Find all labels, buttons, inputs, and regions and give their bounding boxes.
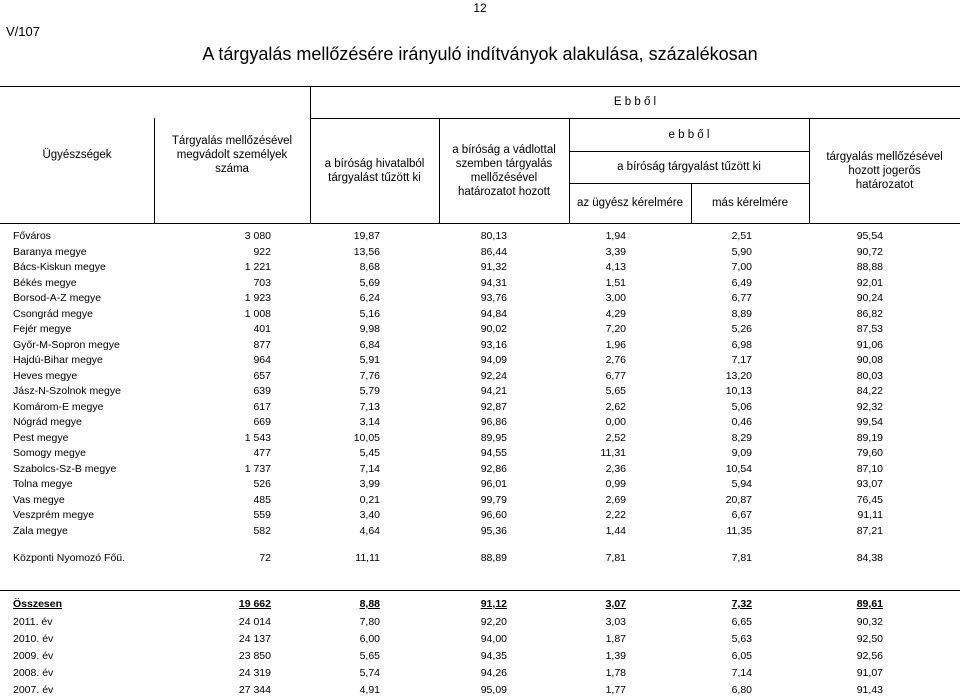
table-cell: 23 850 — [238, 650, 271, 662]
table-cell: 1 923 — [244, 292, 271, 304]
table-cell: 92,20 — [480, 616, 507, 628]
table-cell: 2,52 — [605, 431, 626, 444]
table-cell: 8,68 — [359, 261, 380, 273]
table-cell: 91,43 — [856, 684, 883, 696]
table-cell: 6,24 — [359, 292, 380, 304]
table-cell: 90,32 — [856, 616, 883, 628]
row-label: Zala megye — [13, 524, 68, 537]
table-row — [0, 338, 960, 354]
table-cell: 7,81 — [731, 552, 752, 564]
table-row — [0, 291, 960, 307]
row-label: Heves megye — [13, 369, 78, 382]
table-cell: 94,26 — [480, 667, 507, 679]
table-row — [0, 649, 960, 665]
table-cell: 6,77 — [731, 292, 752, 304]
table-cell: 95,09 — [480, 684, 507, 696]
table-cell: 526 — [253, 478, 271, 490]
table-cell: 7,81 — [605, 552, 626, 564]
table-cell: 99,54 — [856, 416, 883, 428]
table-cell: 9,98 — [359, 323, 380, 335]
table-cell: 87,10 — [856, 462, 883, 475]
table-cell: 5,45 — [359, 447, 380, 459]
table-cell: 80,13 — [480, 230, 507, 242]
table-row — [0, 524, 960, 540]
table-cell: 91,32 — [480, 261, 507, 273]
row-label: 2009. év — [13, 650, 54, 662]
table-cell: 639 — [253, 385, 271, 397]
table-cell: 94,21 — [480, 385, 507, 397]
page-title: A tárgyalás mellőzésére irányuló indítványok alakulása, százalékosan — [202, 44, 758, 64]
table-cell: 90,02 — [480, 323, 507, 335]
row-label: Hajdú-Bihar megye — [13, 354, 103, 366]
table-row — [0, 666, 960, 682]
table-cell: 1 737 — [244, 462, 271, 475]
header-count: Tárgyalás mellőzésével megvádolt személyek száma — [171, 135, 293, 175]
table-cell: 3,03 — [605, 616, 626, 628]
table-cell: 6,84 — [359, 338, 380, 351]
table-cell: 5,65 — [359, 650, 380, 662]
row-label: Komárom-E megye — [13, 400, 104, 413]
header-targyalast: a bíróság tárgyalást tűzött ki — [617, 161, 761, 173]
table-cell: 3,40 — [359, 509, 380, 521]
row-label: 2010. év — [13, 633, 54, 645]
row-label: Összesen — [13, 598, 63, 610]
table-cell: 669 — [253, 416, 271, 428]
table-cell: 2,76 — [605, 354, 626, 366]
table-row — [0, 462, 960, 478]
table-cell: 11,11 — [355, 552, 380, 564]
table-cell: 1 008 — [244, 307, 271, 320]
row-label: Nógrád megye — [13, 416, 82, 428]
table-cell: 92,01 — [856, 276, 883, 289]
row-label: Békés megye — [13, 276, 77, 289]
row-label: Pest megye — [13, 431, 69, 444]
table-cell: 27 344 — [238, 684, 271, 696]
table-cell: 6,77 — [605, 369, 626, 382]
header-vadlottal: a bíróság a vádlottal szemben tárgyalás mellőzésével határozatot hozott — [452, 143, 556, 198]
table-cell: 657 — [253, 369, 271, 382]
table-cell: 7,20 — [605, 323, 626, 335]
table-cell: 1,77 — [605, 684, 626, 696]
table-cell: 0,99 — [605, 478, 626, 490]
total-separator-rule — [0, 590, 960, 591]
table-cell: 485 — [253, 493, 271, 506]
table-row — [0, 369, 960, 385]
table-cell: 1,94 — [605, 230, 626, 242]
table-cell: 24 319 — [238, 667, 271, 679]
header-jogeros: tárgyalás mellőzésével hozott jogerős határozatot — [826, 150, 943, 191]
table-cell: 6,67 — [731, 509, 752, 521]
table-cell: 7,17 — [731, 354, 752, 366]
table-cell: 2,22 — [605, 509, 626, 521]
table-cell: 94,35 — [480, 650, 507, 662]
table-cell: 19,87 — [353, 230, 380, 242]
header-ugyeszsegek: Ügyészségek — [42, 149, 112, 161]
table-cell: 1 543 — [244, 431, 271, 444]
table-cell: 3,99 — [359, 478, 380, 490]
header-hivatalbol: a bíróság hivatalból tárgyalást tűzött ki — [324, 157, 425, 184]
table-cell: 6,49 — [731, 276, 752, 289]
table-cell: 5,90 — [731, 245, 752, 258]
table-cell: 3,00 — [605, 292, 626, 304]
table-cell: 92,50 — [856, 633, 883, 645]
row-label: Veszprém megye — [13, 509, 95, 521]
table-cell: 92,24 — [480, 369, 507, 382]
table-cell: 7,14 — [359, 462, 380, 475]
page-number: 12 — [473, 1, 487, 15]
table-cell: 96,01 — [480, 478, 507, 490]
table-cell: 7,32 — [731, 598, 752, 610]
row-label: 2007. év — [13, 684, 54, 696]
table-cell: 88,89 — [480, 552, 507, 564]
table-cell: 95,54 — [856, 230, 883, 242]
table-cell: 5,06 — [731, 400, 752, 413]
table-cell: 7,76 — [359, 369, 380, 382]
table-cell: 3,14 — [359, 416, 380, 428]
table-cell: 0,00 — [605, 416, 626, 428]
table-cell: 92,87 — [480, 400, 507, 413]
table-cell: 1,51 — [605, 276, 626, 289]
table-cell: 10,54 — [725, 462, 752, 475]
table-row — [0, 276, 960, 292]
table-cell: 87,21 — [856, 524, 883, 537]
table-cell: 5,16 — [359, 307, 380, 320]
table-cell: 95,36 — [480, 524, 507, 537]
table-cell: 7,13 — [359, 400, 380, 413]
table-cell: 8,29 — [731, 431, 752, 444]
row-label: Vas megye — [13, 493, 65, 506]
table-row — [0, 446, 960, 462]
table-cell: 13,56 — [353, 245, 380, 258]
table-row — [0, 260, 960, 276]
table-cell: 7,80 — [359, 616, 380, 628]
header-bottom-rule — [0, 223, 960, 224]
table-cell: 93,76 — [480, 292, 507, 304]
table-cell: 80,03 — [856, 369, 883, 382]
table-cell: 7,14 — [731, 667, 752, 679]
table-cell: 94,84 — [480, 307, 507, 320]
table-cell: 1,87 — [605, 633, 626, 645]
table-cell: 582 — [253, 524, 271, 537]
table-row — [0, 307, 960, 323]
table-cell: 5,91 — [359, 354, 380, 366]
table-cell: 8,89 — [731, 307, 752, 320]
table-cell: 89,95 — [480, 431, 507, 444]
table-row — [0, 551, 960, 567]
row-label: Fejér megye — [13, 323, 72, 335]
table-row — [0, 493, 960, 509]
table-cell: 5,69 — [359, 276, 380, 289]
table-cell: 1,78 — [605, 667, 626, 679]
row-label: Jász-N-Szolnok megye — [13, 385, 121, 397]
table-cell: 20,87 — [725, 493, 752, 506]
table-cell: 9,09 — [731, 447, 752, 459]
table-cell: 5,26 — [731, 323, 752, 335]
table-cell: 96,60 — [480, 509, 507, 521]
table-cell: 93,07 — [856, 478, 883, 490]
table-cell: 11,31 — [600, 447, 626, 459]
table-cell: 13,20 — [725, 369, 752, 382]
table-cell: 24 137 — [238, 633, 271, 645]
table-cell: 1 221 — [244, 261, 271, 273]
table-cell: 5,94 — [731, 478, 752, 490]
table-row — [0, 477, 960, 493]
table-cell: 86,82 — [856, 307, 883, 320]
table-cell: 559 — [253, 509, 271, 521]
table-cell: 10,05 — [353, 431, 380, 444]
header-ugyesz: az ügyész kérelmére — [576, 197, 684, 209]
row-label: Borsod-A-Z megye — [13, 292, 102, 304]
table-cell: 91,07 — [856, 667, 883, 679]
table-cell: 0,21 — [359, 493, 380, 506]
table-cell: 5,74 — [359, 667, 380, 679]
table-cell: 96,86 — [480, 416, 507, 428]
table-cell: 10,13 — [725, 385, 752, 397]
table-cell: 92,56 — [856, 650, 883, 662]
row-label: Baranya megye — [13, 245, 87, 258]
table-cell: 922 — [253, 245, 271, 258]
table-cell: 6,05 — [731, 650, 752, 662]
table-cell: 92,32 — [856, 400, 883, 413]
table-cell: 877 — [253, 338, 271, 351]
table-cell: 5,63 — [731, 633, 752, 645]
table-cell: 964 — [253, 354, 271, 366]
header-ebbol: E b b ő l — [613, 96, 657, 108]
table-cell: 90,72 — [856, 245, 883, 258]
header-mas: más kérelmére — [711, 197, 789, 209]
table-cell: 92,86 — [480, 462, 507, 475]
table-cell: 84,38 — [856, 552, 883, 564]
table-cell: 93,16 — [480, 338, 507, 351]
table-row — [0, 431, 960, 447]
table-cell: 3,39 — [605, 245, 626, 258]
table-cell: 1,39 — [605, 650, 626, 662]
table-cell: 87,53 — [856, 323, 883, 335]
row-label: Főváros — [13, 230, 51, 242]
table-row — [0, 384, 960, 400]
row-label: Somogy megye — [13, 447, 86, 459]
table-cell: 617 — [253, 400, 271, 413]
table-cell: 8,88 — [359, 598, 380, 610]
table-cell: 477 — [253, 447, 271, 459]
table-cell: 4,29 — [605, 307, 626, 320]
table-cell: 0,46 — [731, 416, 752, 428]
table-cell: 6,80 — [731, 684, 752, 696]
table-cell: 72 — [259, 552, 271, 564]
table-cell: 6,00 — [359, 633, 380, 645]
table-cell: 401 — [253, 323, 271, 335]
table-cell: 79,60 — [856, 447, 883, 459]
table-cell: 703 — [253, 276, 271, 289]
table-cell: 90,08 — [856, 354, 883, 366]
table-row — [0, 229, 960, 245]
table-cell: 7,00 — [731, 261, 752, 273]
table-cell: 24 014 — [238, 616, 271, 628]
table-cell: 89,61 — [856, 598, 883, 610]
row-label: Központi Nyomozó Főü. — [13, 552, 126, 564]
table-cell: 1,96 — [605, 338, 626, 351]
table-cell: 89,19 — [856, 431, 883, 444]
table-cell: 94,09 — [480, 354, 507, 366]
row-label: Bács-Kiskun megye — [13, 261, 106, 273]
table-cell: 5,79 — [359, 385, 380, 397]
row-label: Tolna megye — [13, 478, 73, 490]
table-row — [0, 245, 960, 261]
table-cell: 6,98 — [731, 338, 752, 351]
table-cell: 84,22 — [856, 385, 883, 397]
table-cell: 3 080 — [244, 230, 271, 242]
table-cell: 99,79 — [480, 493, 507, 506]
table-row — [0, 632, 960, 648]
table-cell: 76,45 — [856, 493, 883, 506]
table-row — [0, 508, 960, 524]
row-label: 2011. év — [13, 616, 53, 628]
row-label: Csongrád megye — [13, 307, 93, 320]
table-row — [0, 597, 960, 613]
table-cell: 19 662 — [238, 598, 271, 610]
table-cell: 2,69 — [605, 493, 626, 506]
table-cell: 90,24 — [856, 292, 883, 304]
table-cell: 86,44 — [480, 245, 507, 258]
table-cell: 4,13 — [605, 261, 626, 273]
table-row — [0, 683, 960, 698]
table-cell: 2,62 — [605, 400, 626, 413]
table-cell: 91,11 — [857, 509, 883, 521]
table-cell: 2,51 — [731, 230, 752, 242]
table-cell: 94,55 — [480, 447, 507, 459]
table-cell: 3,07 — [605, 598, 626, 610]
table-cell: 6,65 — [731, 616, 752, 628]
table-cell: 11,35 — [726, 524, 752, 537]
table-cell: 88,88 — [856, 261, 883, 273]
table-row — [0, 615, 960, 631]
row-label: Szabolcs-Sz-B megye — [13, 462, 117, 475]
table-cell: 2,36 — [605, 462, 626, 475]
table-cell: 1,44 — [605, 524, 626, 537]
table-cell: 94,00 — [480, 633, 507, 645]
table-cell: 91,06 — [856, 338, 883, 351]
table-cell: 4,91 — [359, 684, 380, 696]
table-row — [0, 353, 960, 369]
table-row — [0, 400, 960, 416]
table-cell: 91,12 — [480, 598, 507, 610]
table-row — [0, 322, 960, 338]
header-ebbol-inner: e b b ő l — [668, 128, 710, 141]
document-code: V/107 — [6, 24, 40, 39]
table-cell: 5,65 — [605, 385, 626, 397]
table-cell: 4,64 — [359, 524, 380, 537]
row-label: Győr-M-Sopron megye — [13, 338, 120, 351]
table-row — [0, 415, 960, 431]
row-label: 2008. év — [13, 667, 54, 679]
table-cell: 94,31 — [480, 276, 507, 289]
